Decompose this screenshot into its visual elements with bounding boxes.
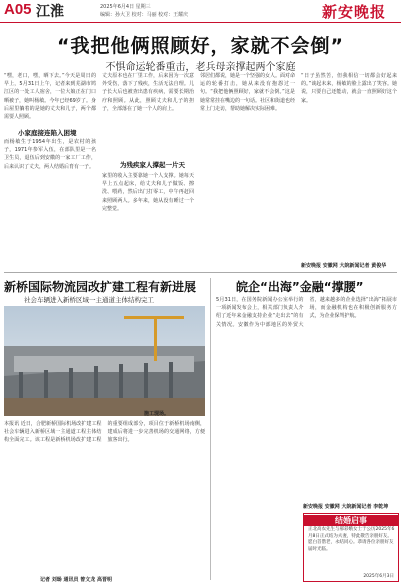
divider	[4, 272, 397, 273]
construction-site-photo	[4, 306, 205, 416]
story3-byline: 新安晚报 安徽网 大皖新闻记者 李乾坤	[303, 504, 389, 510]
page-number: A05	[4, 1, 32, 18]
issue-date: 2025年6月4日 星期三	[100, 4, 151, 10]
story1-subhead-1: 小家庭接连陷入困境	[18, 129, 77, 137]
story1-col3-text: 邻居们都说，她是一个坚强的女人。面对命运的轮番打击，她从来没有抱怨过一句。“我把他俩照顾好，家就不会倒。”这是她常常挂在嘴边的一句话。社区和街道也经常上门走访，帮助她解决实际困难。	[200, 73, 295, 112]
marriage-notice	[303, 513, 399, 582]
story1-col1-text2: 而杨敏生于1954年出生，是农村的孩子，1971年参军入伍，在部队里是一名卫生员，退伍后到安徽的一家工厂工作，后来认识了丈夫，两人结婚后育有一子。	[4, 139, 96, 170]
story1-subheadline: 不惧命运轮番重击，老兵母亲撑起两个家庭	[105, 62, 296, 73]
story3-headline: 皖企“出海”金融“撑腰”	[236, 280, 364, 294]
editor-credits: 编辑：孙大卫 校对：马丽 校对：王耀庆	[100, 12, 189, 18]
story2-body: 本报讯 近日，合肥新桥国际机场改扩建工程社会车辆进入新桥区域一主通道工程主体结构全面完工。该工程是新桥机场改扩建工程的重要组成部分，项目位于新桥机场南侧，建成后将进一步完善机场的交通网络，方便旅客出行。	[4, 421, 205, 444]
notice-date: 2025年6月3日	[363, 574, 394, 579]
story1-byline: 新安晚报 安徽网 大皖新闻记者 黄俊华	[301, 263, 387, 269]
story1-col2-text: 丈夫原本也在厂里工作，后来因为一次意外受伤，落下了残疾，生活无法自理。儿子长大后也被查出患有疾病，需要长期治疗和照顾。从此，照顾丈夫和儿子的担子，全部落在了她一个人的肩上。	[102, 73, 194, 112]
story1-subhead-2: 为残疾家人撑起一片天	[120, 161, 185, 169]
story2-subheadline: 社会车辆进入新桥区域一主通道主体结构完工	[24, 296, 154, 304]
section-name: 江淮	[36, 4, 64, 20]
story1-col4-text: “日子虽然苦，但我相信一切都会好起来的。”谈起未来，杨敏的脸上露出了笑容。她说，只要自己还能动，就会一直照顾好这个家。	[301, 73, 397, 104]
photo-caption: 施工现场。	[144, 411, 170, 417]
newspaper-logo: 新安晚报	[322, 3, 387, 21]
story1-col1-text: “嘿，老口，嘿，晒下去。”今天是周日的早上，5月31日上午，记者来到芜湖市鸠江区的一处工人宿舍，一位大娘正在门口晒被子，她叫杨敏。今年已经69岁了。身后屋里躺着的是她的丈夫和儿子，两个都需要人照顾。	[4, 73, 96, 121]
story2-headline: 新桥国际物流园改扩建工程有新进展	[4, 280, 197, 294]
story1-col2-text2: 家里的收入主要靠她一个人支撑。她每天早上五点起床，给丈夫和儿子做饭、擦洗、喂药，然后出门打零工，中午再赶回来照顾两人。多年来，她从没有睡过一个完整觉。	[102, 173, 194, 212]
story3-body: 5月31日，在国务院新闻办公室举行的一项新闻发布会上，相关部门负责人介绍了近年来金融支持企业“走出去”的有关情况。安徽作为中部地区的外贸大省，越来越多的企业选择“出海”拓展市场，而金融机构也在积极创新服务方式，为企业保驾护航。	[216, 297, 397, 328]
story2-byline: 记者 刘旸 通讯员 曾文龙 高晋明	[40, 577, 112, 583]
notice-body: 正北高农先生与郝彩娥女士于公历2025年6月8日正式结为夫妻，特此敬告亲朋好友。愿白首偕老，永结同心。恭请各位亲朋好友届时光临。	[308, 527, 395, 552]
page-header	[0, 0, 401, 23]
column-divider	[210, 278, 211, 580]
story1-headline: “我把他俩照顾好，家就不会倒”	[57, 35, 344, 57]
notice-title: 结婚启事	[304, 515, 398, 526]
